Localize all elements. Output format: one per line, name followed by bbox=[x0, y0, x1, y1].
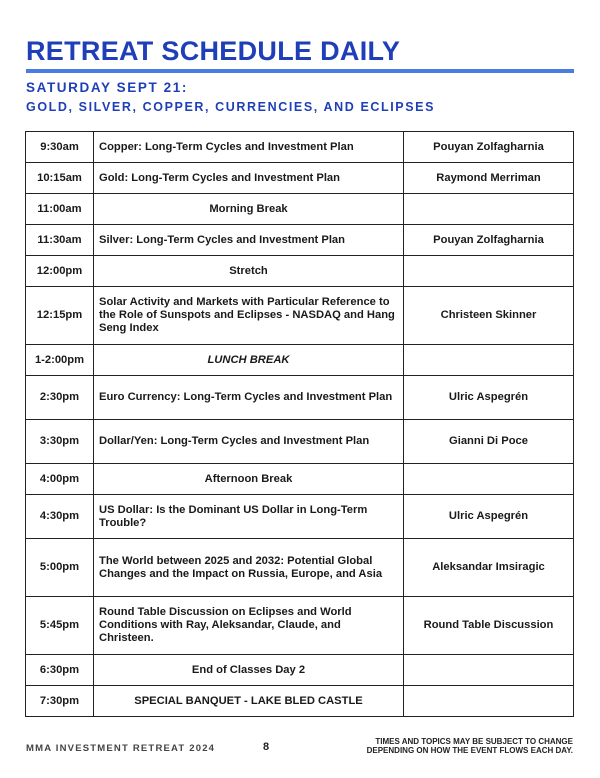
schedule-row bbox=[26, 655, 574, 686]
session-topic: Copper: Long-Term Cycles and Investment Plan bbox=[94, 132, 404, 163]
event-name: MMA INVESTMENT RETREAT 2024 bbox=[26, 743, 216, 754]
day-heading: SATURDAY SEPT 21: bbox=[26, 80, 188, 95]
schedule-row bbox=[26, 464, 574, 495]
schedule-row bbox=[26, 597, 574, 655]
session-time: 7:30pm bbox=[26, 686, 94, 717]
session-topic: Afternoon Break bbox=[94, 464, 404, 495]
schedule-row bbox=[26, 132, 574, 163]
schedule-table bbox=[25, 131, 574, 717]
session-time: 11:30am bbox=[26, 225, 94, 256]
session-topic: SPECIAL BANQUET - LAKE BLED CASTLE bbox=[94, 686, 404, 717]
session-time: 12:00pm bbox=[26, 256, 94, 287]
session-time: 1-2:00pm bbox=[26, 345, 94, 376]
schedule-row bbox=[26, 376, 574, 420]
session-time: 5:45pm bbox=[26, 597, 94, 655]
session-speaker bbox=[404, 655, 574, 686]
session-speaker bbox=[404, 194, 574, 225]
session-topic: Euro Currency: Long-Term Cycles and Investment Plan bbox=[94, 376, 404, 420]
session-time: 3:30pm bbox=[26, 420, 94, 464]
schedule-row bbox=[26, 225, 574, 256]
session-speaker: Round Table Discussion bbox=[404, 597, 574, 655]
session-speaker: Pouyan Zolfagharnia bbox=[404, 225, 574, 256]
schedule-row bbox=[26, 194, 574, 225]
change-notice bbox=[303, 737, 573, 755]
session-time: 6:30pm bbox=[26, 655, 94, 686]
session-topic: Stretch bbox=[94, 256, 404, 287]
schedule-row bbox=[26, 420, 574, 464]
session-topic: US Dollar: Is the Dominant US Dollar in Long-Term Trouble? bbox=[94, 495, 404, 539]
session-topic: Gold: Long-Term Cycles and Investment Plan bbox=[94, 163, 404, 194]
schedule-row bbox=[26, 256, 574, 287]
schedule-row bbox=[26, 345, 574, 376]
session-speaker bbox=[404, 686, 574, 717]
title-divider bbox=[26, 69, 574, 73]
session-topic: Round Table Discussion on Eclipses and World Conditions with Ray, Aleksandar, Claude, and Christeen. bbox=[94, 597, 404, 655]
session-topic: End of Classes Day 2 bbox=[94, 655, 404, 686]
session-time: 5:00pm bbox=[26, 539, 94, 597]
session-speaker: Raymond Merriman bbox=[404, 163, 574, 194]
session-time: 12:15pm bbox=[26, 287, 94, 345]
change-notice-line-2: DEPENDING ON HOW THE EVENT FLOWS EACH DAY. bbox=[366, 746, 573, 755]
schedule-body bbox=[26, 132, 574, 717]
change-notice-line-1: TIMES AND TOPICS MAY BE SUBJECT TO CHANGE bbox=[375, 737, 573, 746]
session-speaker: Pouyan Zolfagharnia bbox=[404, 132, 574, 163]
session-topic: Silver: Long-Term Cycles and Investment Plan bbox=[94, 225, 404, 256]
session-topic: Dollar/Yen: Long-Term Cycles and Investment Plan bbox=[94, 420, 404, 464]
schedule-row bbox=[26, 539, 574, 597]
session-topic: Solar Activity and Markets with Particular Reference to the Role of Sunspots and Eclipses - NASDAQ and Hang Seng Index bbox=[94, 287, 404, 345]
page-number: 8 bbox=[263, 741, 270, 753]
session-speaker: Ulric Aspegrén bbox=[404, 495, 574, 539]
session-time: 10:15am bbox=[26, 163, 94, 194]
session-speaker: Ulric Aspegrén bbox=[404, 376, 574, 420]
schedule-row bbox=[26, 163, 574, 194]
schedule-row bbox=[26, 495, 574, 539]
session-time: 11:00am bbox=[26, 194, 94, 225]
session-time: 4:30pm bbox=[26, 495, 94, 539]
session-speaker: Christeen Skinner bbox=[404, 287, 574, 345]
session-speaker: Aleksandar Imsiragic bbox=[404, 539, 574, 597]
schedule-row bbox=[26, 686, 574, 717]
session-time: 2:30pm bbox=[26, 376, 94, 420]
session-topic: Morning Break bbox=[94, 194, 404, 225]
session-topic: LUNCH BREAK bbox=[94, 345, 404, 376]
page-title: RETREAT SCHEDULE DAILY bbox=[26, 36, 401, 66]
session-speaker: Gianni Di Poce bbox=[404, 420, 574, 464]
schedule-row bbox=[26, 287, 574, 345]
session-time: 9:30am bbox=[26, 132, 94, 163]
session-speaker bbox=[404, 256, 574, 287]
session-speaker bbox=[404, 464, 574, 495]
session-time: 4:00pm bbox=[26, 464, 94, 495]
session-speaker bbox=[404, 345, 574, 376]
day-theme: GOLD, SILVER, COPPER, CURRENCIES, AND ECLIPSES bbox=[26, 100, 436, 114]
session-topic: The World between 2025 and 2032: Potential Global Changes and the Impact on Russia, Europe, and Asia bbox=[94, 539, 404, 597]
